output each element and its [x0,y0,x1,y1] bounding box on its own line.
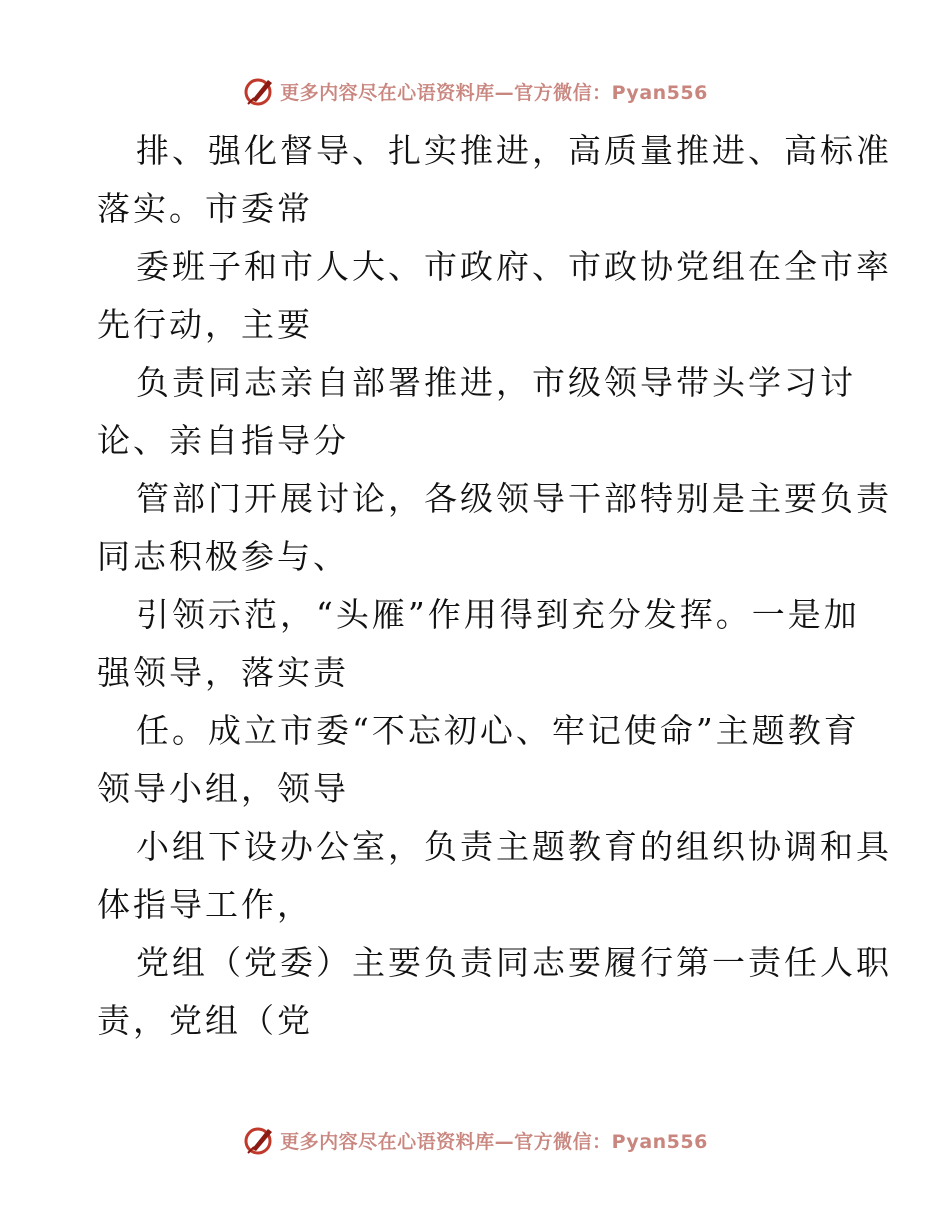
paragraph-line: 管部门开展讨论，各级领导干部特别是主要负责 [136,479,892,518]
paragraph-line: 排、强化督导、扎实推进，高质量推进、高标准 [136,131,892,170]
paragraph-line: 领导小组，领导 [97,769,349,808]
paragraph [97,238,892,354]
paragraph [97,354,857,470]
quill-logo-icon [242,74,276,108]
paragraph-line: 党组（党委）主要负责同志要履行第一责任人职 [136,943,892,982]
paragraph-line: 任。成立市委“不忘初心、牢记使命”主题教育 [136,711,860,750]
paragraph-line: 负责同志亲自部署推进，市级领导带头学习讨 [136,363,856,402]
paragraph-line: 委班子和市人大、市政府、市政协党组在全市率 [136,247,892,286]
paragraph [97,470,892,586]
document-body [97,122,892,1050]
watermark-text: 更多内容尽在心语资料库—官方微信：Pyan556 [280,1130,708,1153]
watermark-text: 更多内容尽在心语资料库—官方微信：Pyan556 [280,81,708,104]
paragraph-line: 引领示范，“头雁”作用得到充分发挥。一是加 [136,595,860,634]
paragraph-line: 同志积极参与、 [97,537,349,576]
header-watermark [0,71,950,111]
paragraph [97,122,892,238]
paragraph-line: 先行动，主要 [97,305,313,344]
paragraph [97,934,892,1050]
footer-watermark [0,1120,950,1160]
paragraph [97,586,860,702]
paragraph-line: 强领导，落实责 [97,653,349,692]
paragraph-line: 责，党组（党 [97,1001,313,1040]
paragraph-line: 体指导工作， [97,885,313,924]
quill-logo-icon [242,1123,276,1157]
paragraph-line: 论、亲自指导分 [97,421,349,460]
paragraph-line: 小组下设办公室，负责主题教育的组织协调和具 [136,827,892,866]
paragraph [97,818,892,934]
paragraph [97,702,860,818]
paragraph-line: 落实。市委常 [97,189,313,228]
